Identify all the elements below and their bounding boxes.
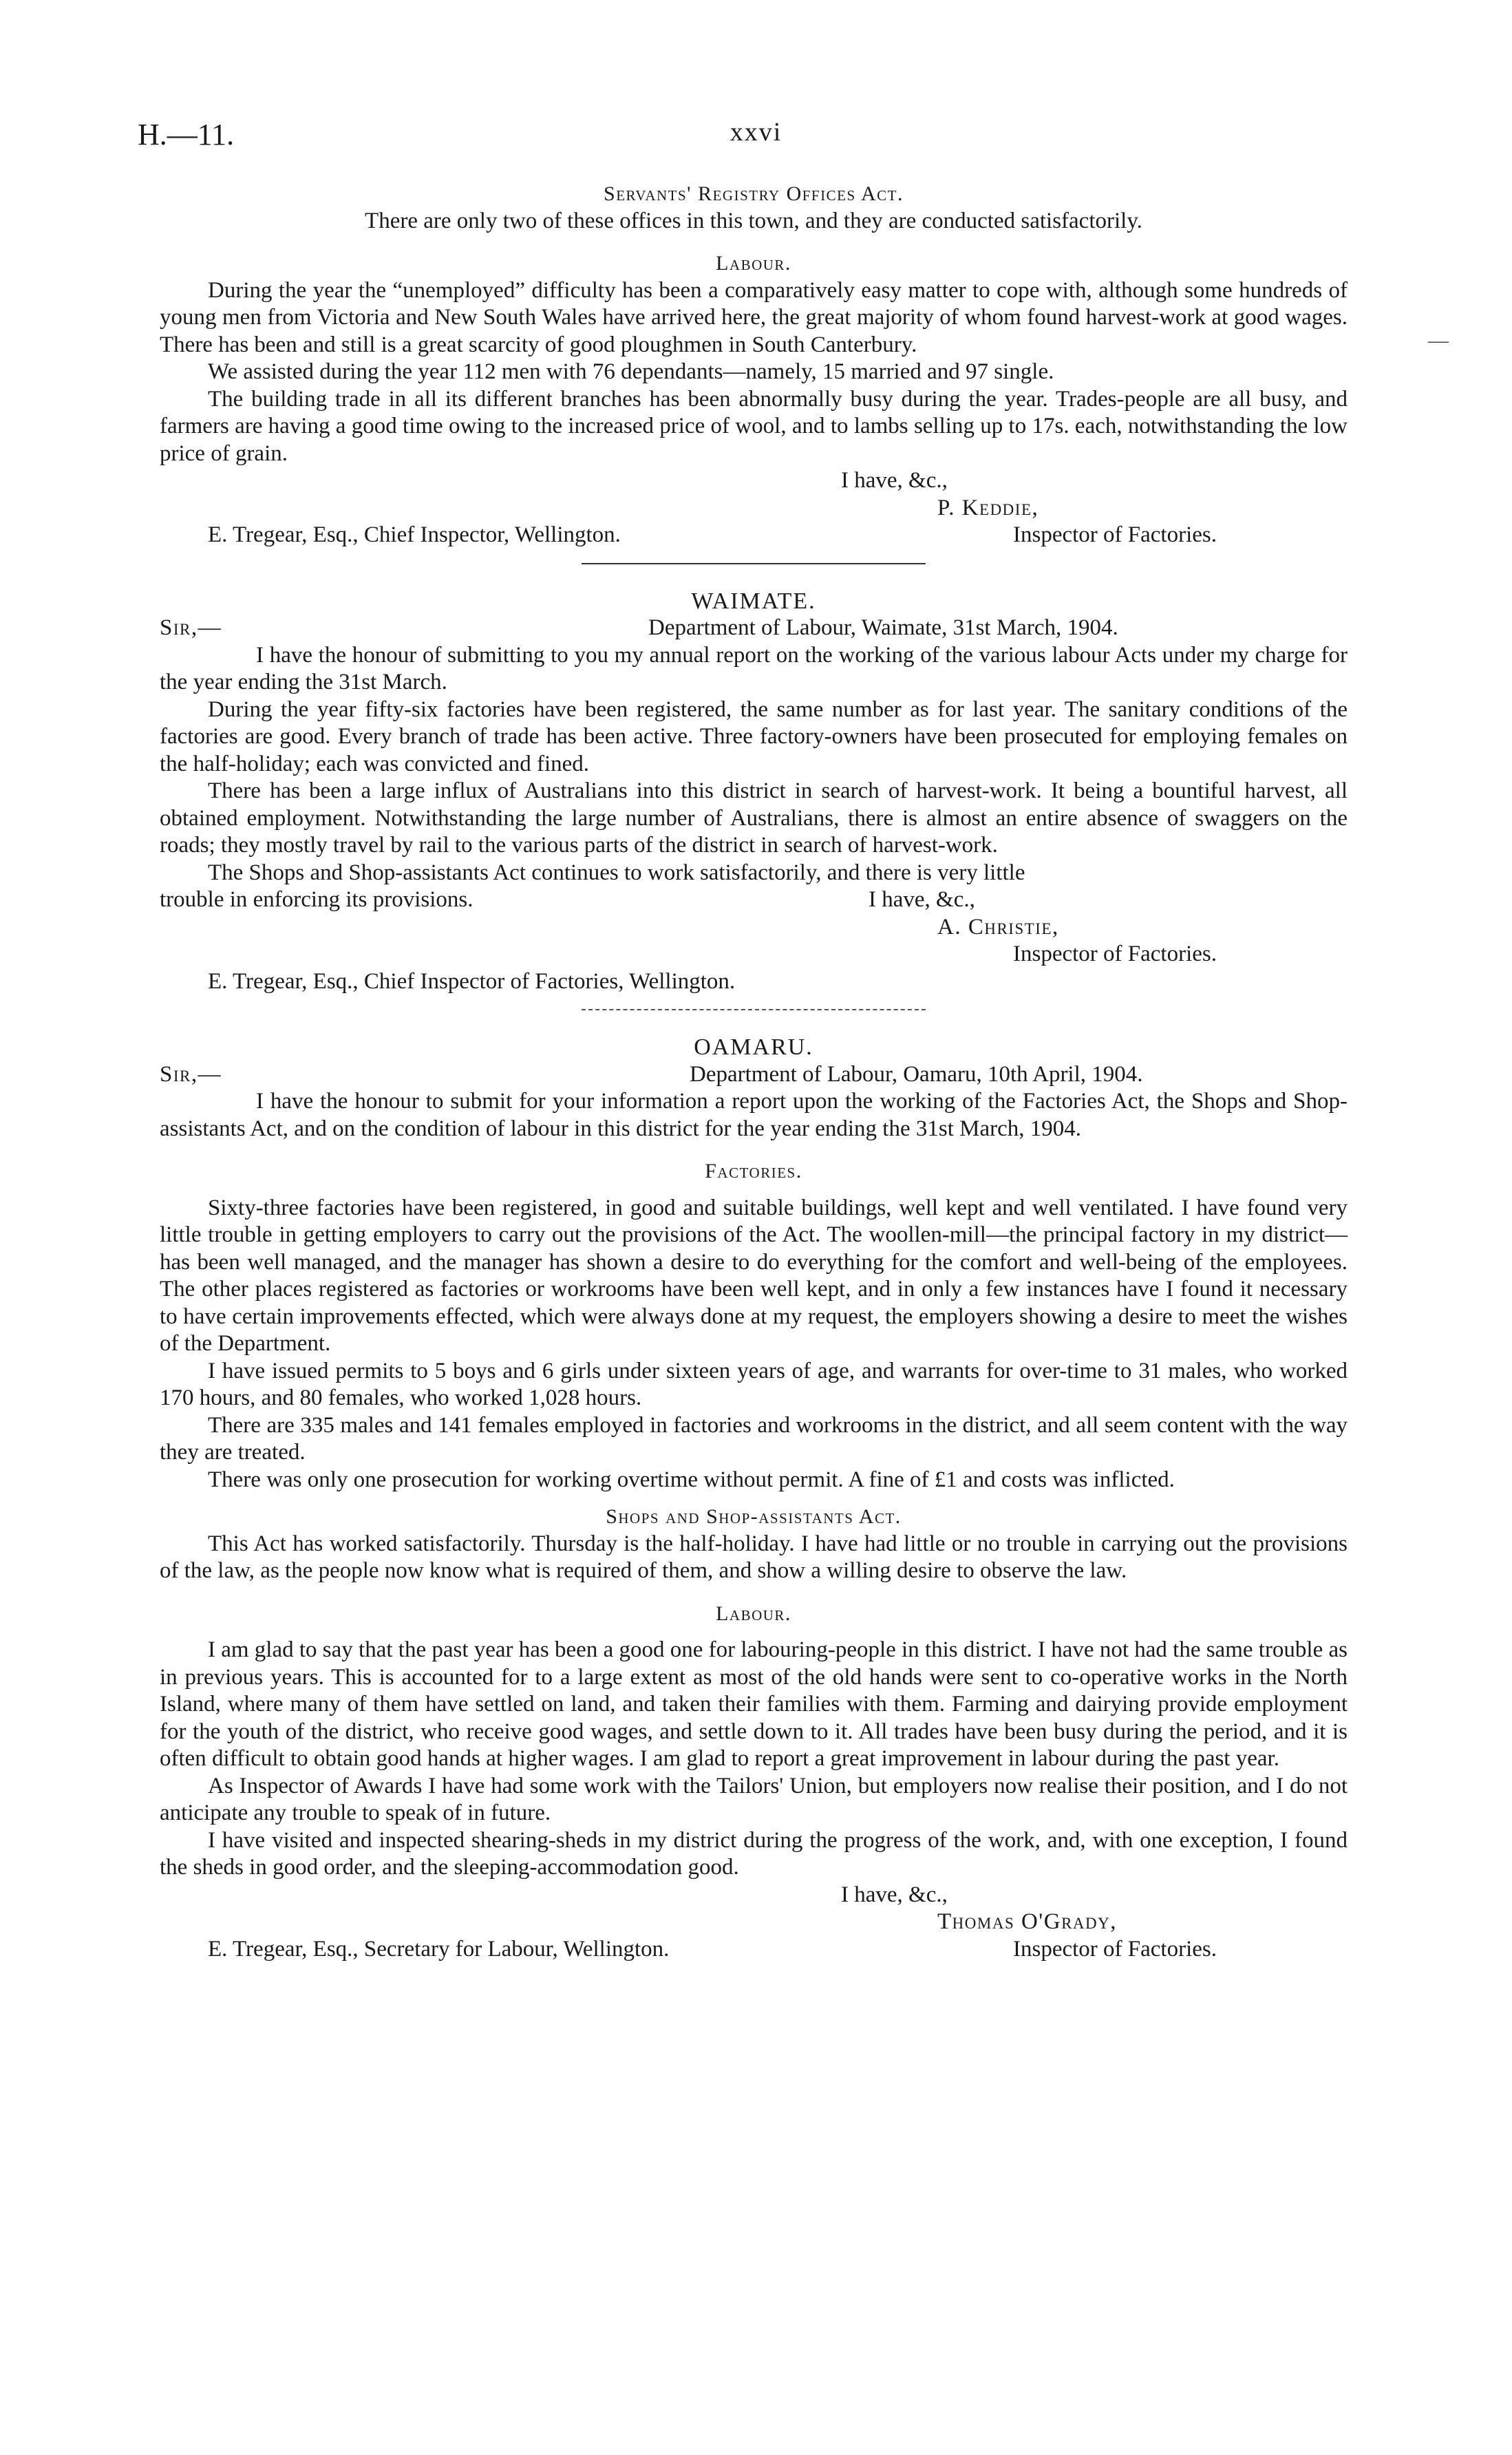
addressee: E. Tregear, Esq., Chief Inspector of Factories, Wellington. bbox=[208, 968, 736, 994]
signer-title: Inspector of Factories. bbox=[1013, 522, 1217, 547]
signer-title-row bbox=[160, 941, 1348, 968]
dateline: Department of Labour, Waimate, 31st March, 1904. bbox=[648, 615, 1118, 640]
oamaru-labour-paragraph-1: I am glad to say that the past year has been a good one for labouring-people in this district. I have not had the same trouble as in previous years. This is accounted for to a large extent as most of the old hands were sent to co-operative works in the North Island, where many of them have settled on land, and taken their families with them. Farming and dairying provide employment for the youth of the district, who receive good wages, and settle down to it. All trades have been busy during the period, and it is often difficult to obtain good hands at higher wages. I am glad to report a great improvement in labour during the past year. bbox=[160, 1637, 1348, 1771]
closing-row bbox=[160, 467, 1348, 495]
closing-text: I have, &c., bbox=[841, 1882, 948, 1907]
labour-paragraph-3: The building trade in all its different branches has been abnormally busy during the year. Trades-people are all busy, and farmers are having a good time owing to the increased price of wool, and to lambs selling up to 17s. each, notwithstanding the low price of grain. bbox=[160, 386, 1348, 466]
factories-heading: Factories. bbox=[705, 1160, 802, 1182]
servants-act-heading: Servants' Registry Offices Act. bbox=[604, 182, 904, 205]
page-header bbox=[138, 117, 1374, 158]
salutation: Sir,— bbox=[160, 1061, 222, 1087]
addressee-row bbox=[160, 968, 1348, 996]
oamaru-heading: OAMARU. bbox=[694, 1034, 813, 1060]
waimate-paragraph-2: During the year fifty-six factories have been registered, the same number as for last year. The sanitary conditions of the factories are good. Every branch of trade has been active. Three factory-owners have been prosecuted for employing females on the half-holiday; each was convicted and fined. bbox=[160, 697, 1348, 776]
waimate-heading: WAIMATE. bbox=[691, 588, 816, 614]
factories-paragraph-2: I have issued permits to 5 boys and 6 girls under sixteen years of age, and warrants for over-time to 31 males, who worked 170 hours, and 80 females, who worked 1,028 hours. bbox=[160, 1358, 1348, 1410]
signature-block bbox=[160, 1936, 1348, 1964]
section-divider bbox=[582, 563, 926, 564]
signature-block bbox=[160, 522, 1348, 549]
section-divider bbox=[582, 1009, 926, 1010]
page-number: xxvi bbox=[730, 118, 782, 147]
oamaru-salutation-row bbox=[160, 1061, 1348, 1089]
oamaru-labour-paragraph-3: I have visited and inspected shearing-sheds in my district during the progress of the work, and, with one exception, I found the sheds in good order, and the sleeping-accommodation good. bbox=[160, 1827, 1348, 1880]
closing-text: I have, &c., bbox=[841, 468, 948, 493]
signer-row bbox=[160, 1909, 1348, 1936]
signer-title: Inspector of Factories. bbox=[1013, 942, 1217, 966]
shops-act-paragraph: This Act has worked satisfactorily. Thursday is the half-holiday. I have had little or no trouble in carrying out the provisions of the law, as the people now know what is required of them, and show a willing desire to observe the law. bbox=[160, 1531, 1348, 1583]
dateline: Department of Labour, Oamaru, 10th April, 1904. bbox=[690, 1061, 1143, 1087]
labour-paragraph-2: We assisted during the year 112 men with 76 dependants—namely, 15 married and 97 single. bbox=[208, 359, 1054, 384]
page-id: H.—11. bbox=[138, 118, 235, 151]
closing-row bbox=[160, 1882, 1348, 1909]
closing-text: I have, &c., bbox=[869, 887, 975, 912]
addressee: E. Tregear, Esq., Secretary for Labour, Wellington. bbox=[208, 1936, 670, 1962]
factories-paragraph-3: There are 335 males and 141 females employed in factories and workrooms in the district, and all seem content with the way they are treated. bbox=[160, 1412, 1348, 1465]
report-body bbox=[160, 180, 1348, 1963]
signer-name: Thomas O'Grady, bbox=[937, 1909, 1118, 1934]
margin-mark: — bbox=[1428, 329, 1449, 352]
waimate-paragraph-4: The Shops and Shop-assistants Act continues to work satisfactorily, and there is very little bbox=[208, 860, 1025, 885]
waimate-paragraph-3: There has been a large influx of Australians into this district in search of harvest-work. It being a bountiful harvest, all obtained employment. Notwithstanding the large number of Australians, there is almost an entire absence of swaggers on the roads; they mostly travel by rail to the various parts of the district in search of harvest-work. bbox=[160, 778, 1348, 858]
servants-act-text: There are only two of these offices in this town, and they are conducted satisfactorily. bbox=[365, 208, 1142, 233]
signer-row bbox=[160, 495, 1348, 522]
signer-title: Inspector of Factories. bbox=[1013, 1936, 1217, 1962]
oamaru-labour-paragraph-2: As Inspector of Awards I have had some work with the Tailors' Union, but employers now realise their position, and I do not anticipate any trouble to speak of in future. bbox=[160, 1773, 1348, 1825]
waimate-paragraph-1: I have the honour of submitting to you my annual report on the working of the various labour Acts under my charge for the year ending the 31st March. bbox=[160, 642, 1348, 694]
signer-name: A. Christie, bbox=[937, 914, 1059, 939]
shops-act-heading: Shops and Shop-assistants Act. bbox=[606, 1505, 902, 1528]
oamaru-intro: I have the honour to submit for your information a report upon the working of the Factories Act, the Shops and Shop-assistants Act, and on the condition of labour in this district for the year ending the 31st March, 1904. bbox=[160, 1089, 1348, 1141]
waimate-paragraph-4-end: trouble in enforcing its provisions. bbox=[160, 887, 473, 912]
factories-paragraph-4: There was only one prosecution for working overtime without permit. A fine of £1 and costs was inflicted. bbox=[208, 1467, 1175, 1492]
salutation: Sir,— bbox=[160, 615, 222, 640]
waimate-salutation-row bbox=[160, 615, 1348, 642]
addressee: E. Tregear, Esq., Chief Inspector, Wellington. bbox=[208, 522, 621, 547]
labour-heading: Labour. bbox=[716, 252, 791, 275]
signer-row bbox=[160, 914, 1348, 942]
factories-paragraph-1: Sixty-three factories have been registered, in good and suitable buildings, well kept and well ventilated. I have found very little trouble in getting employers to carry out the provisions of the Act. The woollen-mill—the principal factory in my district—has been well managed, and the manager has shown a desire to do everything for the comfort and well-being of the employees. The other places registered as factories or workrooms have been well kept, and in only a few instances have I found it necessary to have certain improvements effected, which were always done at my request, the employers showing a desire to meet the wishes of the Department. bbox=[160, 1195, 1348, 1356]
waimate-closing-row bbox=[160, 886, 1348, 914]
oamaru-labour-heading: Labour. bbox=[716, 1602, 791, 1625]
labour-paragraph-1: During the year the “unemployed” difficulty has been a comparatively easy matter to cope with, although some hundreds of young men from Victoria and New South Wales have arrived here, the great majority of whom found harvest-work at good wages. There has been and still is a great scarcity of good ploughmen in South Canterbury. bbox=[160, 277, 1348, 357]
signer-name: P. Keddie, bbox=[937, 495, 1039, 520]
